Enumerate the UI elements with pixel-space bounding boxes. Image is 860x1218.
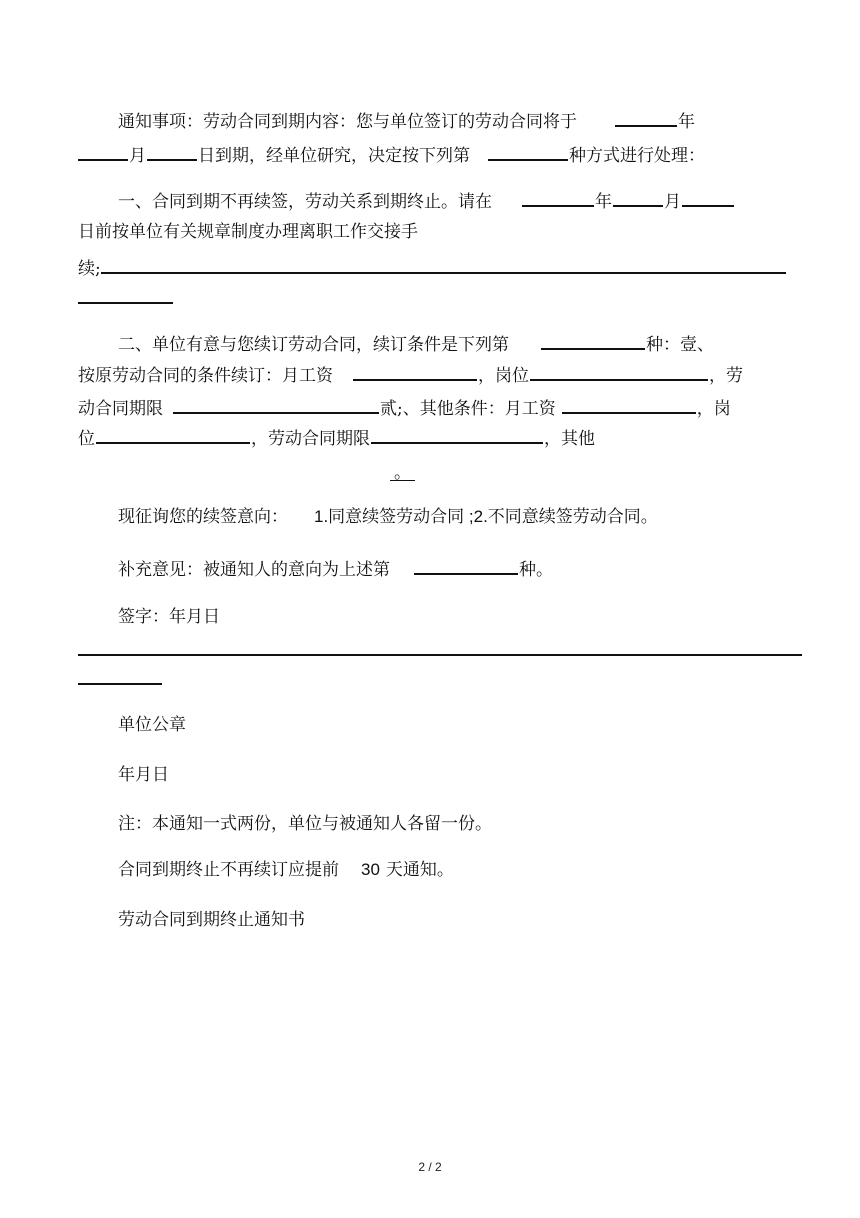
option2-text-f: ，岗: [696, 399, 731, 419]
advance-notice-suffix: 天通知。: [385, 860, 454, 880]
advance-notice-line: [118, 859, 454, 881]
notice-line-1: [118, 108, 695, 130]
year-label: 年: [678, 112, 695, 132]
position-label-1: ，岗位: [478, 366, 529, 386]
option1-line-3: [78, 255, 787, 277]
option2-text-b: 种：壹、: [646, 335, 714, 355]
seal-line: [118, 714, 186, 736]
expiry-text: 日到期，经单位研究，决定按下列第: [198, 146, 470, 166]
leave-month-blank: [613, 188, 663, 207]
intent-question: 现征询您的续签意向：: [118, 507, 288, 527]
option2-text-c: 按原劳动合同的条件续订：月工资: [78, 366, 333, 386]
month-blank: [78, 142, 128, 161]
notice-text: 通知事项：劳动合同到期内容：您与单位签订的劳动合同将于: [118, 112, 577, 132]
company-seal-label: 单位公章: [118, 715, 186, 735]
supplement-text: 补充意见：被通知人的意向为上述第: [118, 560, 390, 580]
option1-line-2: [78, 221, 418, 243]
option2-line-2: [78, 362, 743, 384]
leave-month-label: 月: [664, 192, 681, 212]
date-label: 年月日: [118, 765, 169, 785]
leave-year-blank: [522, 188, 594, 207]
notice-line-2: [78, 142, 705, 164]
handover-blank: [101, 255, 786, 274]
signature-rule: [78, 654, 802, 656]
signature-label: 签字：年月日: [118, 607, 220, 627]
contract-term-label-1: 动合同期限: [78, 399, 163, 419]
copies-note: 注：本通知一式两份，单位与被通知人各留一份。: [118, 814, 492, 834]
month-label: 月: [129, 146, 146, 166]
option1-text: 一、合同到期不再续签，劳动关系到期终止。请在: [118, 192, 492, 212]
option2-text-e: 贰;、其他条件：月工资: [380, 399, 556, 419]
note-line: [118, 813, 492, 835]
option1-text-2: 日前按单位有关规章制度办理离职工作交接手: [78, 222, 418, 242]
handover-blank-continued: [78, 302, 173, 304]
day-blank: [147, 142, 197, 161]
option2-line-5: [390, 462, 415, 481]
position-blank-2: [96, 425, 250, 444]
contract-term-label-2: ，劳动合同期限: [251, 429, 370, 449]
supplement-text-b: 种。: [519, 560, 553, 580]
advance-notice-text: 合同到期终止不再续订应提前: [118, 860, 339, 880]
salary-blank-1: [353, 362, 477, 381]
method-text: 种方式进行处理：: [569, 146, 705, 166]
document-title: 劳动合同到期终止通知书: [118, 910, 305, 930]
advance-days: 30: [361, 860, 380, 879]
title-line: [118, 909, 305, 931]
method-number-blank: [488, 142, 568, 161]
option2-text: 二、单位有意与您续订劳动合同，续订条件是下列第: [118, 335, 509, 355]
salary-blank-2: [562, 395, 696, 414]
intent-number-blank: [414, 556, 518, 575]
option1-text-3: 续;: [78, 259, 101, 279]
leave-day-blank: [682, 188, 734, 207]
date-line: [118, 764, 169, 786]
contract-term-blank-1: [173, 395, 379, 414]
supplement-line: [118, 556, 553, 578]
leave-year-label: 年: [595, 192, 612, 212]
contract-term-blank-2: [371, 425, 543, 444]
condition-number-blank: [541, 331, 645, 350]
option2-line-4: [78, 425, 595, 447]
option1-line-1: [118, 188, 735, 210]
intent-options: 1.同意续签劳动合同 ;2.不同意续签劳动合同。: [314, 507, 658, 526]
option2-line-1: [118, 331, 714, 353]
position-label-2: 位: [78, 429, 95, 449]
intent-line: [118, 506, 658, 528]
option2-text-d: ，劳: [709, 366, 743, 386]
other-blank-end: 。: [394, 463, 411, 483]
position-blank-1: [530, 362, 708, 381]
option2-line-3: [78, 395, 731, 417]
other-label: ，其他: [544, 429, 595, 449]
signature-rule-short: [78, 683, 162, 685]
signature-line: [118, 606, 220, 628]
page-number: 2 / 2: [418, 1160, 442, 1174]
year-blank: [615, 108, 677, 127]
